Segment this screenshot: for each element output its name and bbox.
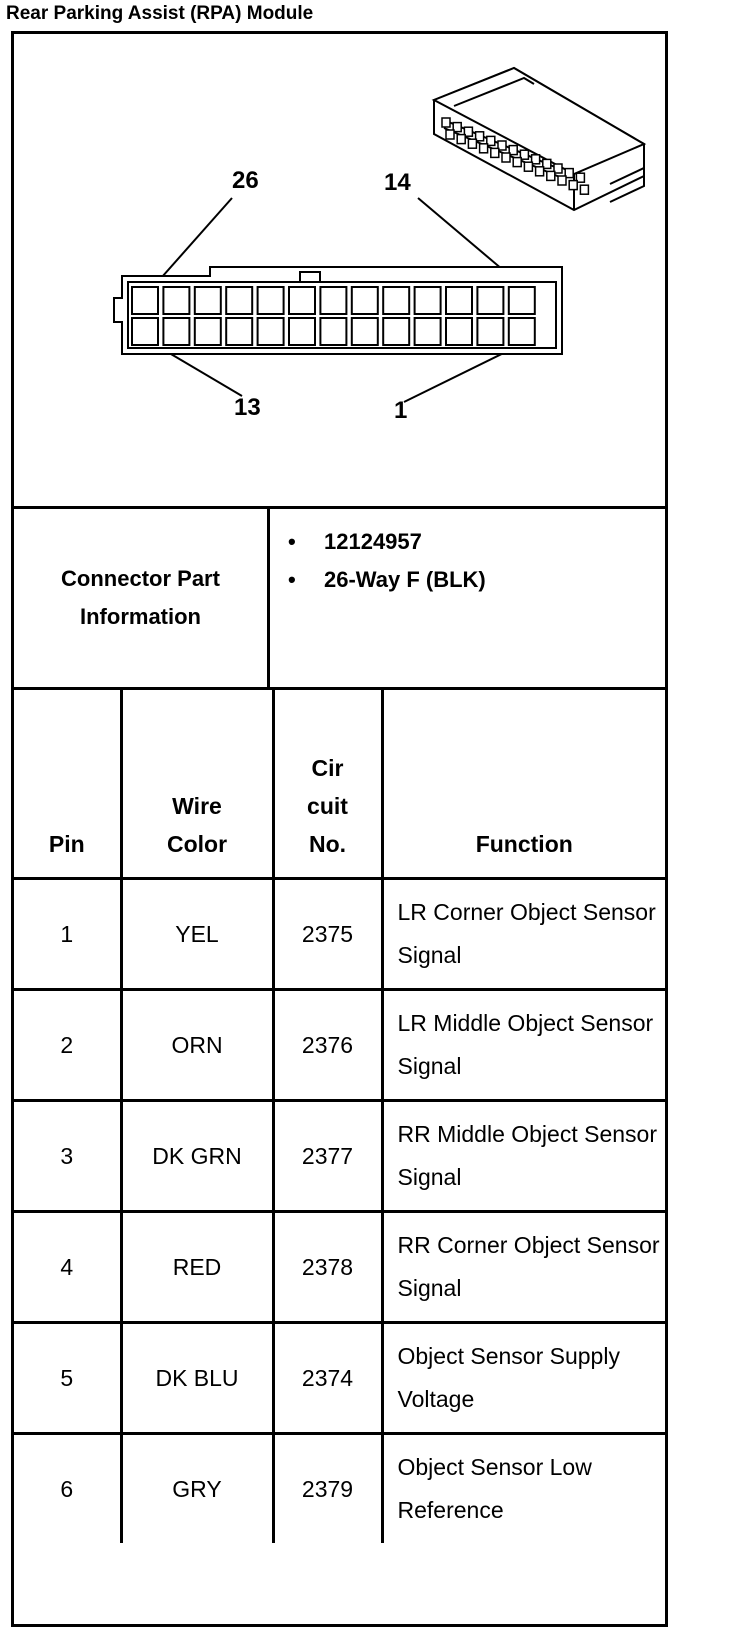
iso-cavity (457, 135, 465, 144)
header-function: Function (382, 690, 665, 879)
cavity (132, 287, 158, 314)
cavity (132, 318, 158, 345)
table-row (14, 1101, 665, 1212)
table-header-row (14, 690, 665, 879)
cavity (320, 287, 346, 314)
iso-cavity (580, 185, 588, 194)
iso-cavity (468, 139, 476, 148)
header-wire-color-text: Wire Color (166, 793, 228, 857)
cavity (446, 318, 472, 345)
iso-cavity (524, 162, 532, 171)
cavity (289, 287, 315, 314)
table-row (14, 1212, 665, 1323)
iso-cavity (558, 176, 566, 185)
cavity (195, 287, 221, 314)
cavity (289, 318, 315, 345)
cell-wire-color: YEL (121, 879, 273, 990)
iso-cavity (569, 181, 577, 190)
bullet-icon: • (288, 567, 296, 592)
connector-diagram (14, 34, 665, 509)
header-circuit-no-text: Cir cuit No. (307, 755, 348, 857)
iso-cavity (513, 158, 521, 167)
cell-pin: 3 (14, 1101, 121, 1212)
cavity (383, 287, 409, 314)
cavity (509, 287, 535, 314)
cavity (258, 287, 284, 314)
cavity (352, 318, 378, 345)
pin-label-26: 26 (232, 167, 259, 194)
connector-part-info-text: Connector Part Information (61, 566, 220, 629)
iso-cavity (446, 130, 454, 139)
cavity (226, 287, 252, 314)
cell-pin: 1 (14, 879, 121, 990)
pinout-table (14, 690, 665, 1543)
table-row (14, 1434, 665, 1544)
cell-function: Object Sensor Low Reference (382, 1434, 665, 1544)
cavity (163, 318, 189, 345)
cell-wire-color: RED (121, 1212, 273, 1323)
connector-face-svg (14, 34, 665, 506)
iso-cavity (536, 167, 544, 176)
cell-circuit: 2375 (273, 879, 382, 990)
cavity (477, 287, 503, 314)
cavity (226, 318, 252, 345)
table-row (14, 1323, 665, 1434)
iso-cavity (502, 153, 510, 162)
cell-wire-color: DK BLU (121, 1323, 273, 1434)
header-wire-color (121, 690, 273, 879)
cell-wire-color: DK GRN (121, 1101, 273, 1212)
cell-circuit: 2374 (273, 1323, 382, 1434)
connector-part-info-label (14, 509, 270, 687)
cell-function: Object Sensor Supply Voltage (382, 1323, 665, 1434)
cavity (352, 287, 378, 314)
page-title: Rear Parking Assist (RPA) Module (6, 3, 314, 24)
cell-wire-color: ORN (121, 990, 273, 1101)
header-pin: Pin (14, 690, 121, 879)
cavity (320, 318, 346, 345)
list-item (288, 523, 486, 561)
connector-table-frame (11, 31, 668, 1627)
cavity (509, 318, 535, 345)
cell-circuit: 2378 (273, 1212, 382, 1323)
cavity (258, 318, 284, 345)
cavity (446, 287, 472, 314)
pin-label-1: 1 (394, 397, 408, 424)
cell-pin: 4 (14, 1212, 121, 1323)
cell-circuit: 2377 (273, 1101, 382, 1212)
cell-pin: 6 (14, 1434, 121, 1544)
iso-cavity (491, 148, 499, 157)
cell-function: RR Corner Object Sensor Signal (382, 1212, 665, 1323)
cell-function: LR Corner Object Sensor Signal (382, 879, 665, 990)
connector-part-info (14, 509, 665, 690)
bullet-icon: • (288, 529, 296, 554)
part-number: 12124957 (324, 529, 422, 554)
header-circuit-no (273, 690, 382, 879)
iso-cavity (547, 171, 555, 180)
cavity (383, 318, 409, 345)
cavity (415, 318, 441, 345)
iso-cavity (442, 118, 450, 127)
list-item (288, 561, 486, 599)
connector-type: 26-Way F (BLK) (324, 567, 486, 592)
table-row (14, 990, 665, 1101)
cavity (477, 318, 503, 345)
cell-pin: 5 (14, 1323, 121, 1434)
cavity (195, 318, 221, 345)
cell-circuit: 2376 (273, 990, 382, 1101)
cavity (163, 287, 189, 314)
iso-cavity (480, 144, 488, 153)
cavity (415, 287, 441, 314)
pin-label-13: 13 (234, 394, 261, 421)
cell-function: RR Middle Object Sensor Signal (382, 1101, 665, 1212)
pin-label-14: 14 (384, 169, 411, 196)
cell-wire-color: GRY (121, 1434, 273, 1544)
connector-part-info-list (288, 523, 486, 599)
table-row (14, 879, 665, 990)
cell-function: LR Middle Object Sensor Signal (382, 990, 665, 1101)
cell-circuit: 2379 (273, 1434, 382, 1544)
cell-pin: 2 (14, 990, 121, 1101)
